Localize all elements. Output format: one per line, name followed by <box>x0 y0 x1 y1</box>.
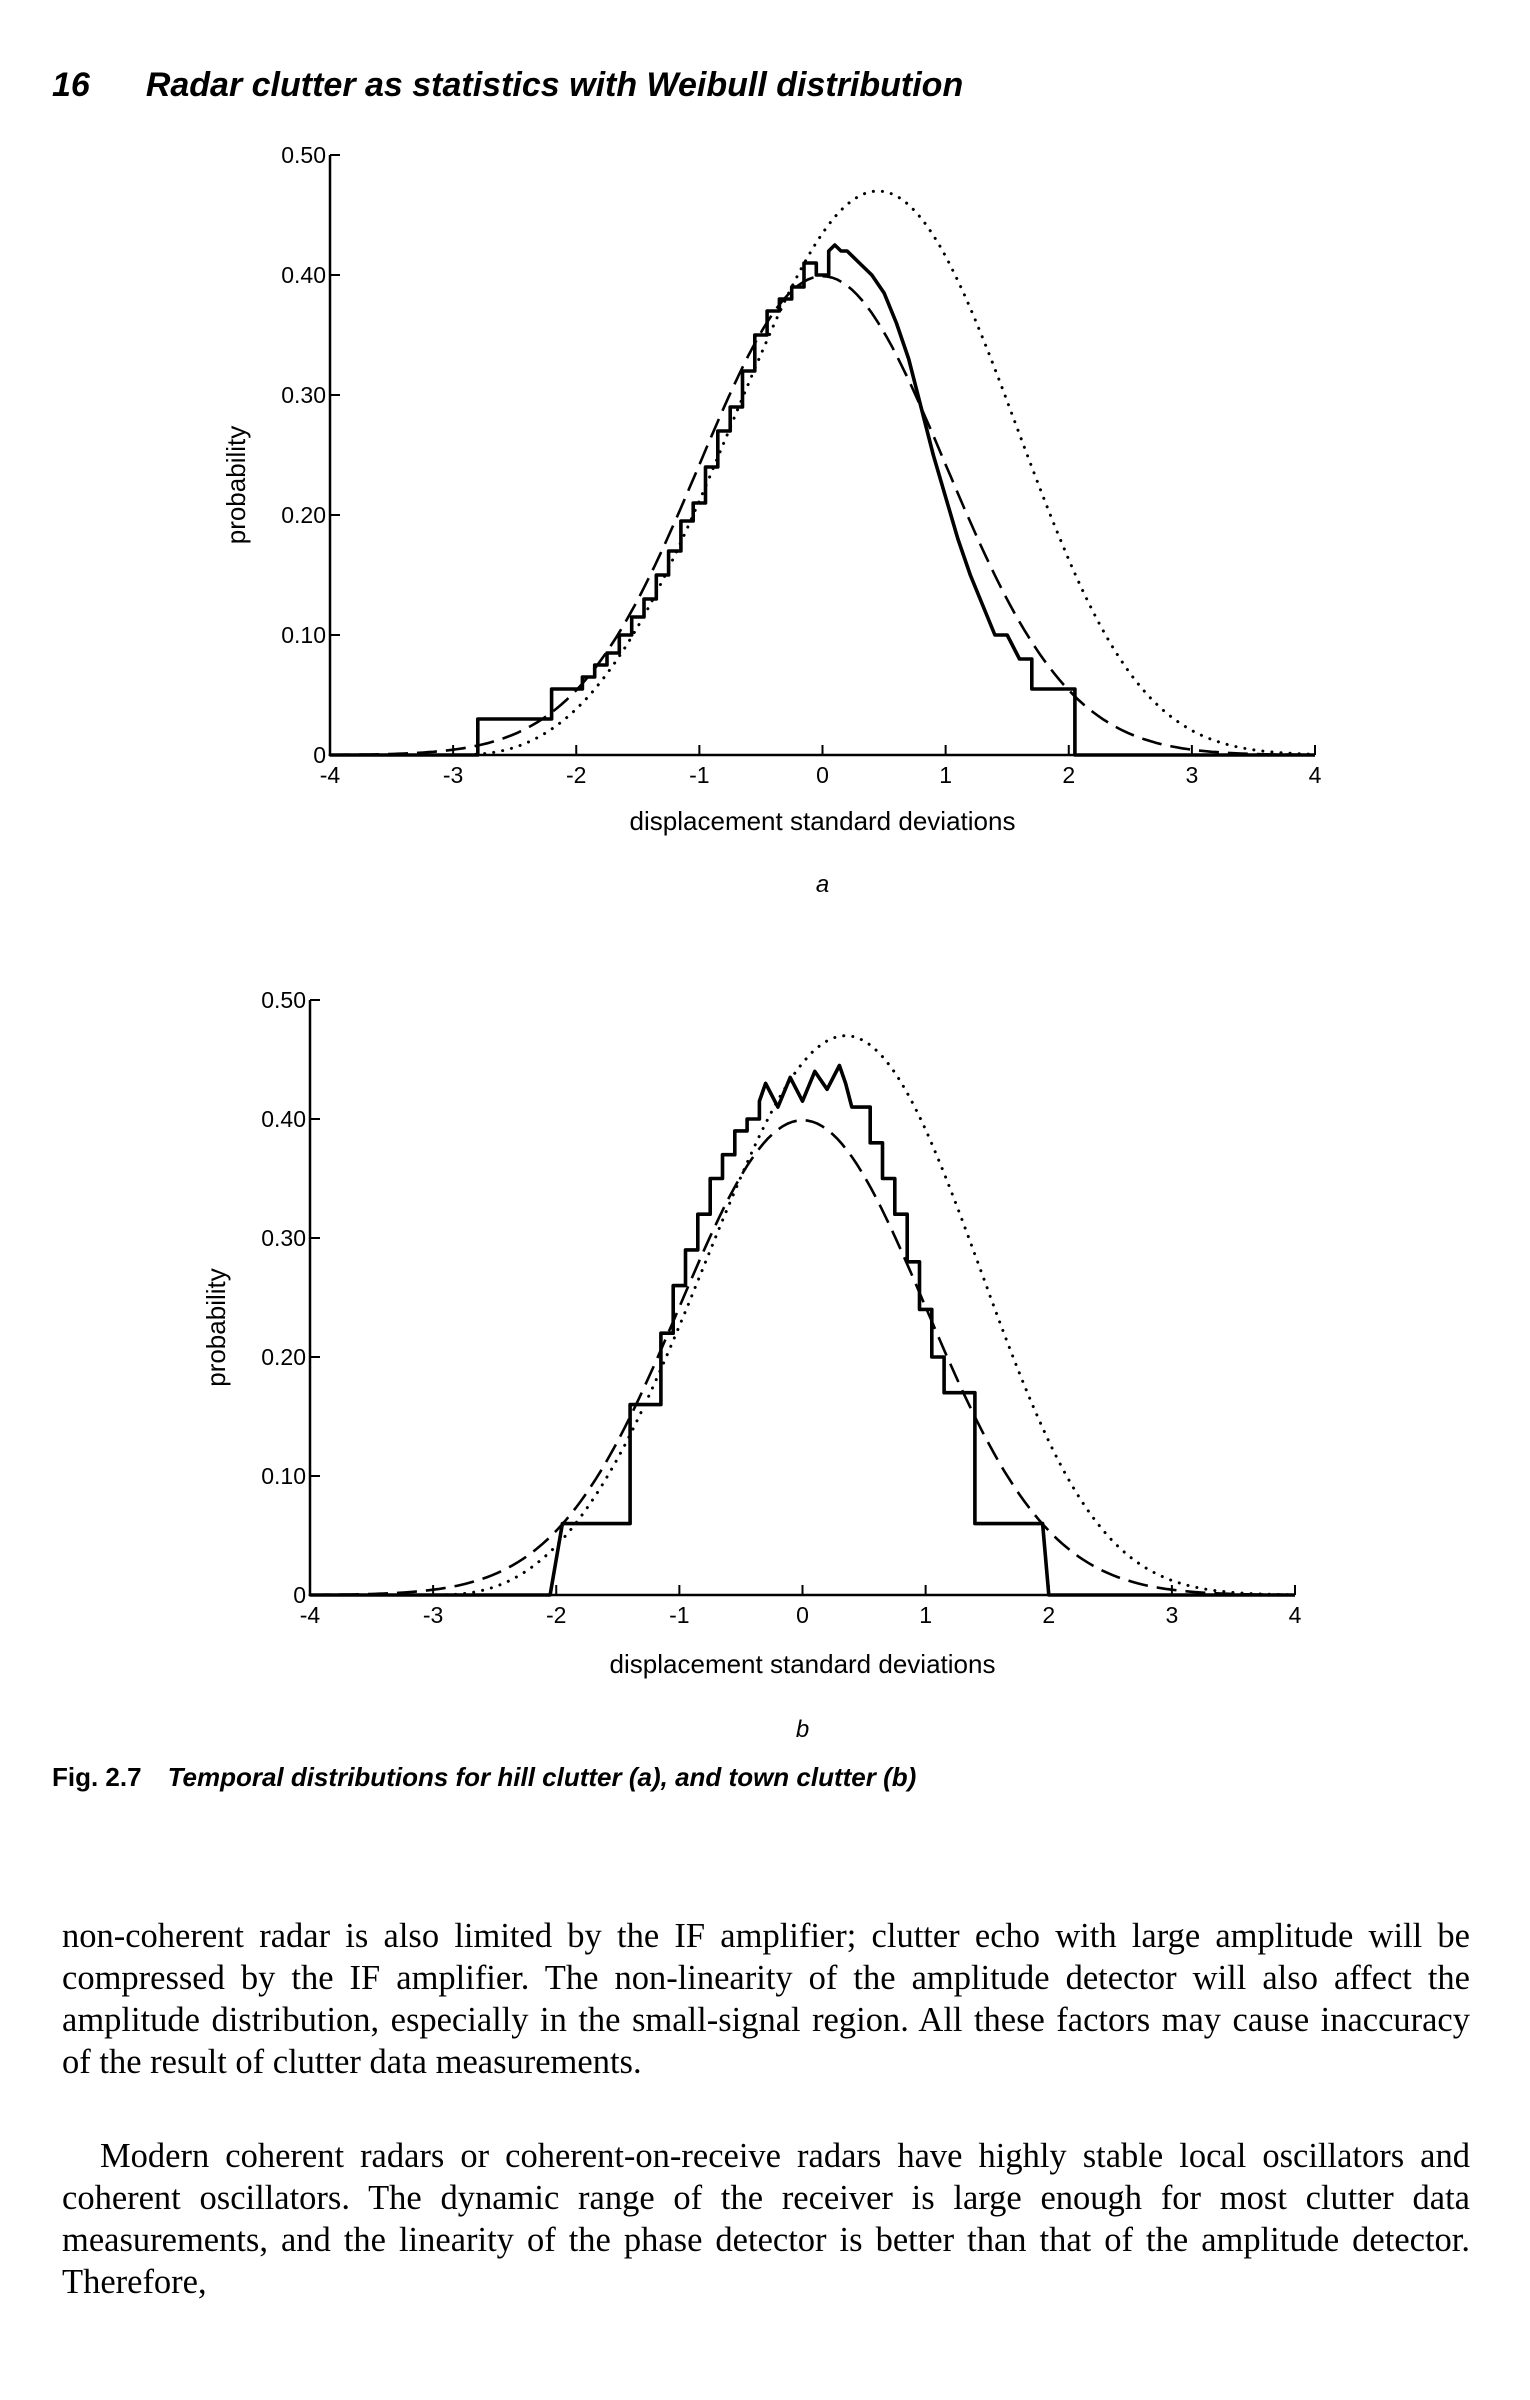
x-tick-label: -3 <box>422 1602 444 1628</box>
x-tick-label: -1 <box>669 1602 690 1628</box>
chart-sub-label: b <box>795 1716 810 1743</box>
x-tick-label: 2 <box>1042 1602 1056 1628</box>
x-tick-label: 1 <box>939 762 953 788</box>
y-tick-label: 0.30 <box>281 382 326 408</box>
chart-sub-label: a <box>815 871 830 898</box>
y-tick-label: 0.20 <box>261 1344 306 1370</box>
y-tick-label: 0.10 <box>281 622 326 648</box>
page-header <box>52 60 963 110</box>
y-tick-label: 0.50 <box>261 987 306 1013</box>
x-tick-label: -2 <box>566 762 587 788</box>
chart-a <box>0 130 1530 900</box>
page-number: 16 <box>52 65 90 104</box>
chart-b <box>0 975 1530 1755</box>
x-tick-label: 0 <box>816 762 829 788</box>
series-measured-curve <box>310 1066 1295 1596</box>
figure-number: Fig. 2.7 <box>52 1762 142 1792</box>
series-weibull-curve <box>310 1036 1293 1595</box>
y-axis-title: probability <box>221 425 251 545</box>
x-tick-label: -3 <box>442 762 464 788</box>
series-gaussian-curve <box>310 1120 1295 1595</box>
y-tick-label: 0.50 <box>281 142 326 168</box>
x-tick-label: 1 <box>919 1602 933 1628</box>
x-tick-label: -4 <box>299 1602 321 1628</box>
body-paragraph-2: Modern coherent radars or coherent-on-receive radars have highly stable local oscillators and coherent oscillators. The dynamic range of the receiver is large enough for most clutter data measurements, and the linearity of the phase detector is better than that of the amplitude detector. Therefore, <box>62 2136 1470 2301</box>
x-tick-label: 2 <box>1062 762 1076 788</box>
y-tick-label: 0 <box>313 742 326 768</box>
series-measured-curve <box>330 245 1315 755</box>
figure-caption <box>52 1762 916 1793</box>
chart-a-svg <box>0 130 1530 900</box>
series-gaussian-curve <box>330 276 1315 755</box>
x-tick-label: -2 <box>546 1602 567 1628</box>
y-tick-label: 0.10 <box>261 1463 306 1489</box>
figure-caption-text: Temporal distributions for hill clutter (a), and town clutter (b) <box>167 1762 917 1792</box>
y-tick-label: 0.40 <box>281 262 326 288</box>
x-axis-title: displacement standard deviations <box>629 806 1016 836</box>
y-axis-title: probability <box>201 1268 231 1387</box>
x-tick-label: 0 <box>796 1602 809 1628</box>
x-tick-label: -4 <box>319 762 341 788</box>
x-axis-title: displacement standard deviations <box>609 1649 996 1679</box>
y-tick-label: 0.40 <box>261 1106 306 1132</box>
y-tick-label: 0.30 <box>261 1225 306 1251</box>
y-tick-label: 0.20 <box>281 502 326 528</box>
running-title: Radar clutter as statistics with Weibull distribution <box>145 65 964 104</box>
body-paragraph-1: non-coherent radar is also limited by the IF amplifier; clutter echo with large amplitude will be compressed by the IF amplifier. The non-linearity of the amplitude detector will also affect the amplitude distribution, especially in the small-signal region. All these factors may cause inaccuracy of the result of clutter data measurements. <box>62 1916 1470 2081</box>
y-tick-label: 0 <box>293 1582 306 1608</box>
x-tick-label: -1 <box>689 762 710 788</box>
x-tick-label: 3 <box>1185 762 1199 788</box>
chart-b-svg <box>0 975 1530 1755</box>
x-tick-label: 4 <box>1288 1602 1302 1628</box>
x-tick-label: 4 <box>1308 762 1322 788</box>
x-tick-label: 3 <box>1165 1602 1179 1628</box>
